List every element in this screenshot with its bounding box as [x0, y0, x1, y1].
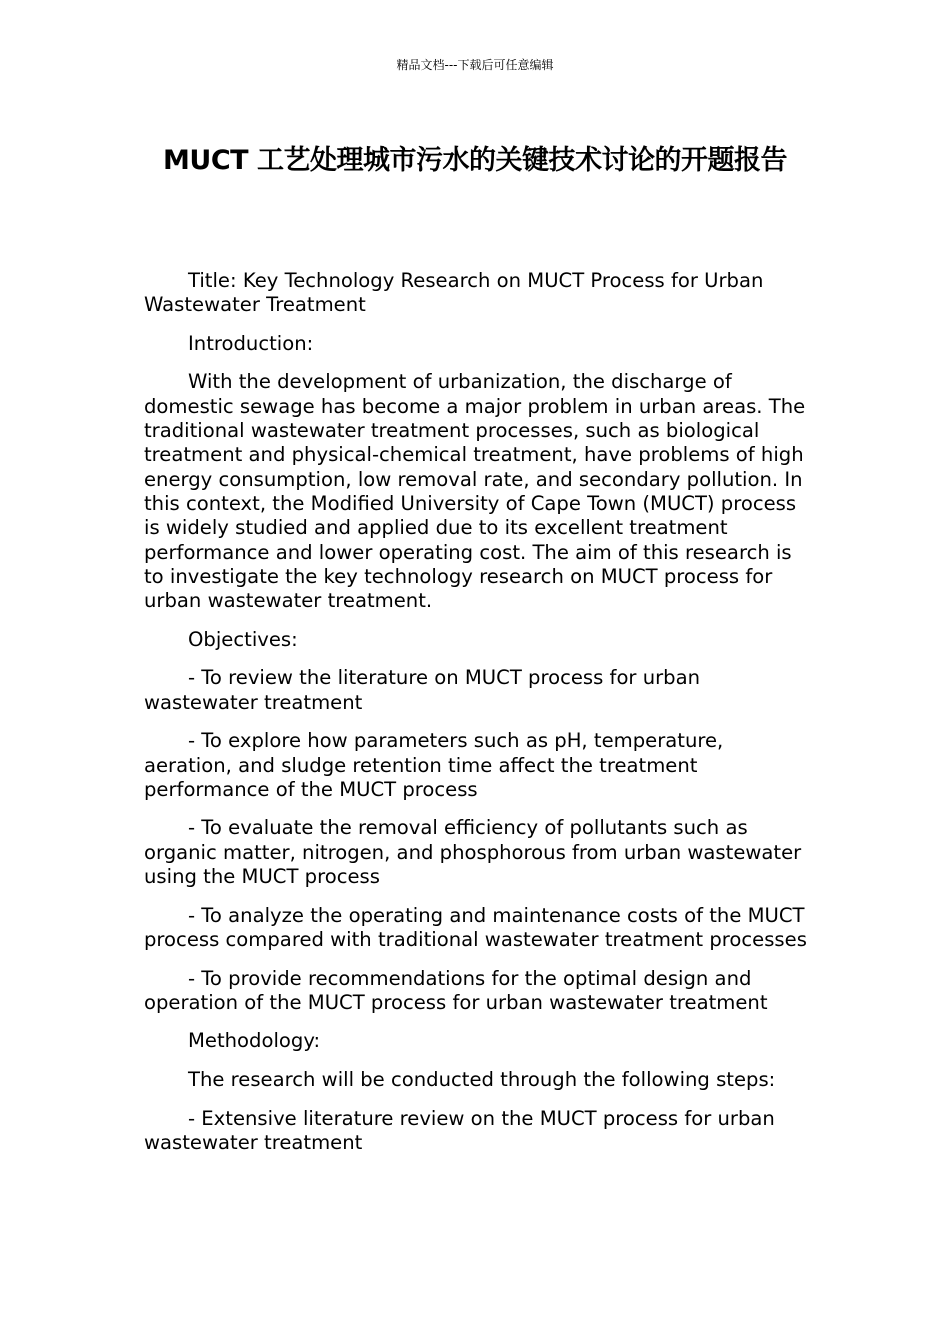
- methodology-step: - Extensive literature review on the MUCT process for urban wastewater treatment: [144, 1106, 775, 1154]
- objective-item: - To explore how parameters such as pH, temperature, aeration, and sludge retention time affect the treatment performance of the MUCT process: [144, 729, 724, 801]
- heading-introduction: Introduction:: [188, 331, 314, 355]
- paragraph-title-line: Title: Key Technology Research on MUCT Process for Urban Wastewater Treatment: [144, 269, 764, 317]
- document-body: [144, 269, 812, 1169]
- paragraph-introduction: With the development of urbanization, the discharge of domestic sewage has become a major problem in urban areas. The traditional wastewater treatment processes, such as biological treatment and physical-chemical treatment, have problems of high energy consumption, low removal rate, and secondary pollution. In this context, the Modified University of Cape Town (MUCT) process is widely studied and applied due to its excellent treatment performance and lower operating cost. The aim of this research is to investigate the key technology research on MUCT process for urban wastewater treatment.: [144, 370, 806, 613]
- objective-item: - To evaluate the removal efficiency of pollutants such as organic matter, nitrogen, and phosphorous from urban wastewater using the MUCT process: [144, 816, 802, 889]
- heading-objectives: Objectives:: [188, 627, 298, 651]
- paragraph-methodology-intro: The research will be conducted through the following steps:: [188, 1067, 776, 1091]
- header-note: 精品文档---下载后可任意编辑: [396, 58, 554, 72]
- objective-item: - To analyze the operating and maintenance costs of the MUCT process compared with traditional wastewater treatment processes: [144, 903, 807, 951]
- objective-item: - To review the literature on MUCT process for urban wastewater treatment: [144, 666, 701, 714]
- document-title: MUCT 工艺处理城市污水的关键技术讨论的开题报告: [163, 145, 787, 176]
- objective-item: - To provide recommendations for the optimal design and operation of the MUCT process for urban wastewater treatment: [144, 966, 768, 1014]
- heading-methodology: Methodology:: [188, 1029, 321, 1053]
